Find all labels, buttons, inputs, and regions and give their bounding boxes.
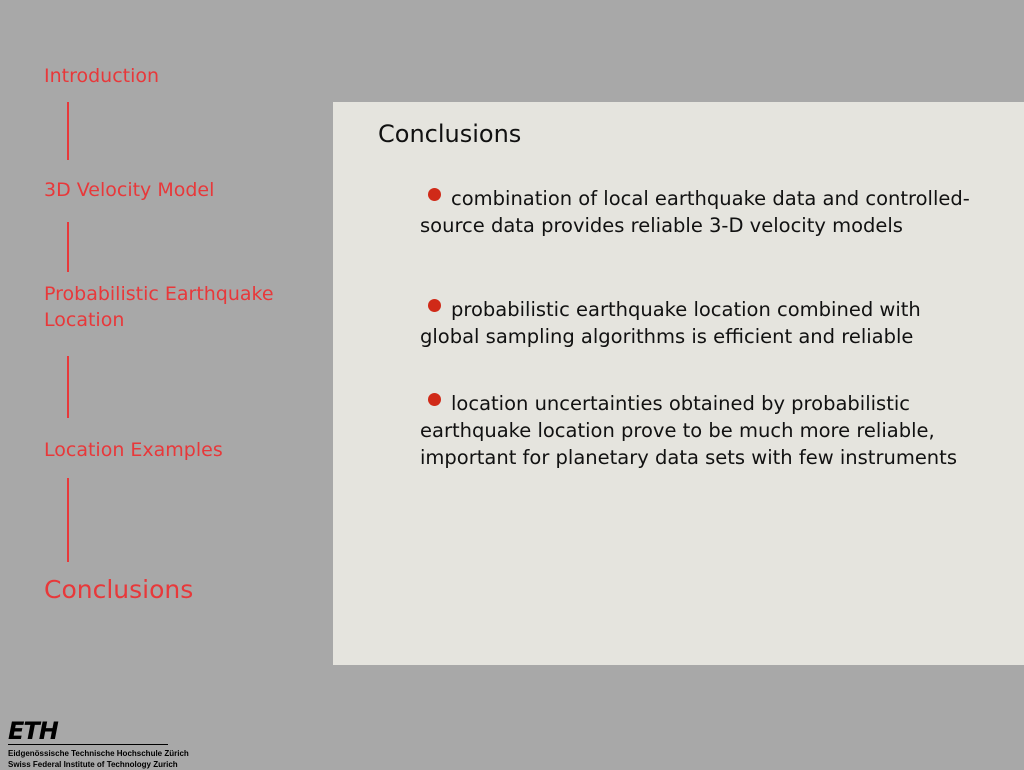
nav-connector-line (67, 356, 69, 418)
bullet-text: combination of local earthquake data and controlled-source data provides reliable 3-D velocity models (420, 187, 970, 237)
nav-item-conclusions-active[interactable]: Conclusions (44, 575, 194, 604)
bullet-text: location uncertainties obtained by probabilistic earthquake location prove to be much more reliable, important for planetary data sets with few instruments (420, 392, 957, 469)
bullet-item (420, 185, 980, 239)
bullet-item (420, 390, 980, 471)
eth-logo-german-name: Eidgenössische Technische Hochschule Zürich (8, 749, 189, 758)
nav-item-introduction[interactable]: Introduction (44, 65, 160, 87)
eth-logo-mark: ETH (8, 717, 58, 745)
nav-item-location-examples[interactable]: Location Examples (44, 439, 223, 461)
nav-item-probabilistic-earthquake-location[interactable]: Probabilistic Earthquake Location (44, 283, 274, 331)
content-panel (333, 102, 1024, 665)
nav-item-3d-velocity-model[interactable]: 3D Velocity Model (44, 179, 215, 201)
nav-connector-line (67, 102, 69, 160)
bullet-dot-icon (428, 188, 441, 201)
bullet-text: probabilistic earthquake location combined with global sampling algorithms is efficient and reliable (420, 298, 921, 348)
eth-logo (8, 717, 189, 770)
bullet-dot-icon (428, 393, 441, 406)
nav-connector-line (67, 222, 69, 272)
nav-connector-line (67, 478, 69, 562)
slide-title: Conclusions (378, 120, 522, 148)
bullet-item (420, 296, 980, 350)
eth-logo-english-name: Swiss Federal Institute of Technology Zurich (8, 760, 178, 769)
bullet-dot-icon (428, 299, 441, 312)
